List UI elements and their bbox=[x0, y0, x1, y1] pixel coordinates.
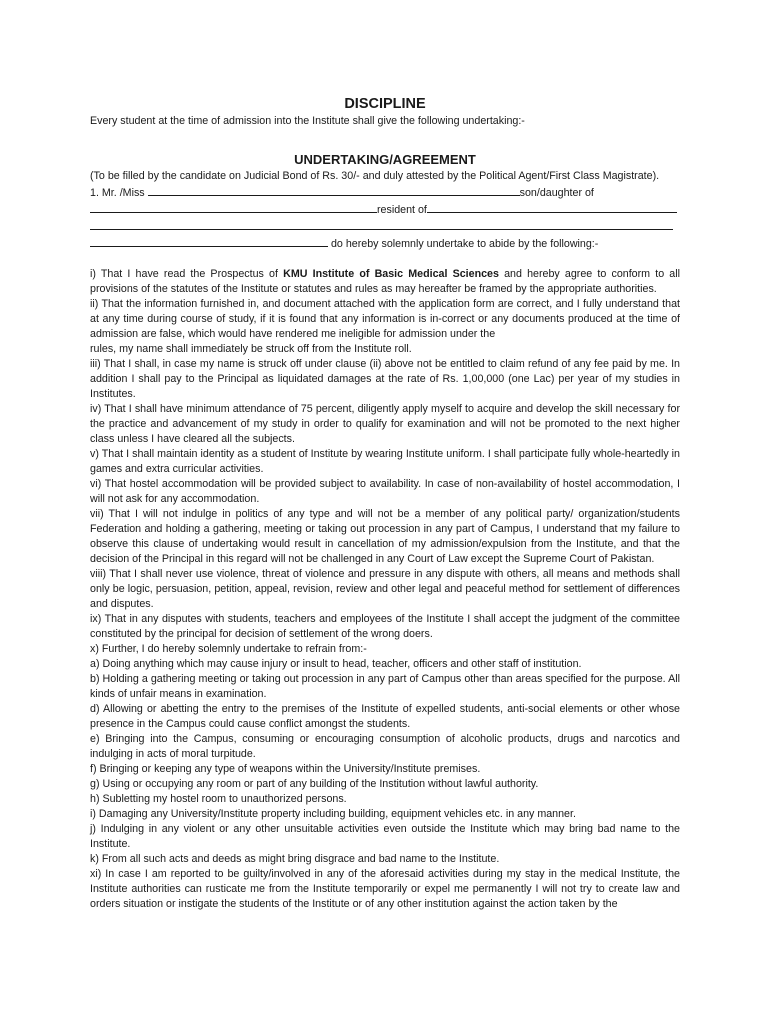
clause-item: d) Allowing or abetting the entry to the premises of the Institute of expelled students, anti-social elements or other whose presence in the Campus could cause conflict amongst the students. bbox=[90, 703, 680, 730]
form-line-name bbox=[90, 184, 680, 201]
name-prefix-label: 1. Mr. /Miss bbox=[90, 187, 145, 199]
intro-text: Every student at the time of admission into the Institute shall give the following undertaking:- bbox=[90, 115, 525, 127]
clause-item: a) Doing anything which may cause injury or insult to head, teacher, officers and other staff of institution. bbox=[90, 658, 582, 670]
clause-item: iv) That I shall have minimum attendance of 75 percent, diligently apply myself to acquire and develop the skill necessary for the practice and advancement of my study in order to qualify for examination and will not be promoted to the next higher class unless I have cleared all the subjects. bbox=[90, 403, 680, 445]
document-page bbox=[90, 94, 680, 912]
clause-1-text-end: and hereby agree to conform to all provisions of the statutes of the Institute or statutes and rules as may hereafter be framed by the appropriate authorities. bbox=[90, 268, 680, 295]
undertake-text: do hereby solemnly undertake to abide by the following:- bbox=[330, 238, 599, 250]
signature-name-field[interactable] bbox=[90, 235, 328, 247]
address-field[interactable] bbox=[427, 201, 677, 213]
institute-name: KMU Institute of Basic Medical Sciences bbox=[283, 268, 499, 280]
page-title: DISCIPLINE bbox=[344, 96, 426, 112]
form-line-father bbox=[90, 201, 680, 218]
clause-1 bbox=[90, 267, 680, 297]
clause-item: b) Holding a gathering meeting or taking out procession in any part of Campus other than areas specified for the purpose. All kinds of unfair means in examination. bbox=[90, 673, 680, 700]
clause-1-text-start: i) That I have read the Prospectus of bbox=[90, 268, 284, 280]
name-field[interactable] bbox=[148, 184, 520, 196]
clause-item: k) From all such acts and deeds as might bring disgrace and bad name to the Institute. bbox=[90, 853, 500, 865]
clause-2-continued: rules, my name shall immediately be struck off from the Institute roll. bbox=[90, 343, 412, 355]
clause-item: vii) That I will not indulge in politics of any type and will not be a member of any political party/ organization/students Federation and holding a gathering, meeting or taking out procession in any part of Campus, I understand that my failure to observe this clause of undertaking would result in cancellation of my admission/expulsion from the Institute, and that the decision of the Principal in this regard will not be challenged in any Court of Law except the Supreme Court of Pakistan. bbox=[90, 508, 680, 565]
clause-item: h) Subletting my hostel room to unauthorized persons. bbox=[90, 793, 347, 805]
clause-2: ii) That the information furnished in, and document attached with the application form are correct, and I fully understand that at any time during course of study, if it is found that any information is in-correct or any documents produced at the time of admission are false, which would have rendered me ineligible for admission under the bbox=[90, 298, 680, 340]
clause-item: i) Damaging any University/Institute property including building, equipment vehicles etc. in any manner. bbox=[90, 808, 576, 820]
clause-item: x) Further, I do hereby solemnly undertake to refrain from:- bbox=[90, 643, 367, 655]
form-line-address bbox=[90, 218, 680, 235]
form-line-undertake bbox=[90, 235, 680, 252]
clause-item: viii) That I shall never use violence, threat of violence and pressure in any dispute with others, all means and methods shall only be logic, persuasion, petition, appeal, revision, review and other legal and peaceful method for settlement of differences and disputes. bbox=[90, 568, 680, 610]
clause-item: xi) In case I am reported to be guilty/involved in any of the aforesaid activities during my stay in the medical Institute, the Institute authorities can rusticate me from the Institute temporarily or expel me permanently I will not try to create law and orders situation or instigate the students of the Institute or of any other institution against the action taken by the bbox=[90, 868, 680, 910]
son-daughter-label: son/daughter of bbox=[519, 187, 594, 199]
clause-item: e) Bringing into the Campus, consuming or encouraging consumption of alcoholic products, drugs and narcotics and indulging in acts of moral turpitude. bbox=[90, 733, 680, 760]
clause-item: vi) That hostel accommodation will be provided subject to availability. In case of non-availability of hostel accommodation, I will not ask for any accommodation. bbox=[90, 478, 680, 505]
clause-item: f) Bringing or keeping any type of weapons within the University/Institute premises. bbox=[90, 763, 481, 775]
clause-item: j) Indulging in any violent or any other unsuitable activities even outside the Institute which may bring bad name to the Institute. bbox=[90, 823, 680, 850]
clause-item: v) That I shall maintain identity as a student of Institute by wearing Institute uniform. I shall participate fully whole-heartedly in games and extra curricular activities. bbox=[90, 448, 680, 475]
section-title: UNDERTAKING/AGREEMENT bbox=[294, 152, 476, 167]
address-field-continued[interactable] bbox=[90, 218, 673, 230]
clause-item: ix) That in any disputes with students, teachers and employees of the Institute I shall accept the judgment of the committee constituted by the principal for decision of settlement of the wrong doers. bbox=[90, 613, 680, 640]
instruction-text: (To be filled by the candidate on Judicial Bond of Rs. 30/- and duly attested by the Political Agent/First Class Magistrate). bbox=[90, 170, 660, 182]
clause-item: iii) That I shall, in case my name is struck off under clause (ii) above not be entitled to claim refund of any fee paid by me. In addition I shall pay to the Principal as liquidated damages at the rate of Rs. 1,00,000 (one Lac) per year of my studies in Institutes. bbox=[90, 358, 680, 400]
resident-label: resident of bbox=[377, 204, 427, 216]
clause-item: g) Using or occupying any room or part of any building of the Institution without lawful authority. bbox=[90, 778, 539, 790]
father-name-field[interactable] bbox=[90, 201, 377, 213]
clauses-list bbox=[90, 357, 680, 912]
